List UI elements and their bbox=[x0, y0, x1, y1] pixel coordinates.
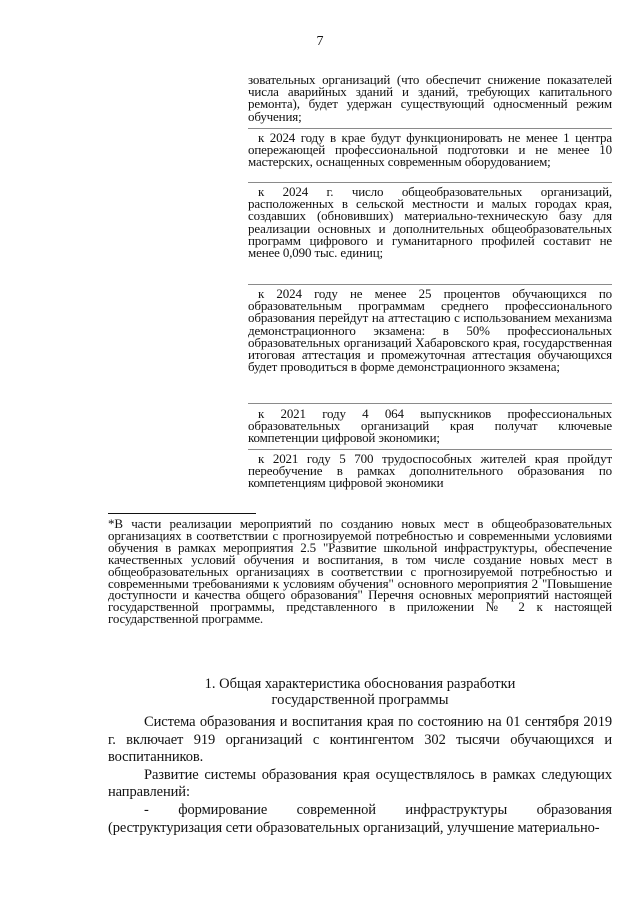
footnote-separator bbox=[108, 513, 256, 514]
section-heading-line-2: государственной программы bbox=[271, 692, 449, 708]
table-cell-5 bbox=[248, 408, 612, 445]
table-cell-6 bbox=[248, 453, 612, 490]
table-row-divider bbox=[248, 128, 612, 129]
table-cell-text: к 2024 году в крае будут функционировать не менее 1 центра опережающей профессиональной подготовки и не менее 10 мастерских, оснащенных современным оборудованием; bbox=[248, 130, 612, 170]
section-heading bbox=[108, 676, 612, 708]
table-row-divider bbox=[248, 182, 612, 183]
paragraph: Развитие системы образования края осуществлялось в рамках следующих направлений: bbox=[108, 766, 612, 801]
table-cell-text: к 2024 году не менее 25 процентов обучающихся по образовательным программам среднего профессионального образования перейдут на аттестацию с использованием механизма демонстрационного экзамена: в 50% профессиональных образовательных организаций Хабаровского края, государственная итоговая аттестация и промежуточная аттестация обучающихся будет проводиться в форме демонстрационного экзамена; bbox=[248, 286, 612, 375]
footnote: *В части реализации мероприятий по созданию новых мест в общеобразовательных организациях в соответствии с прогнозируемой потребностью и современными условиями обучения в рамках мероприятия 2.5 "Развитие школьной инфраструктуры, обеспечение качественных условий обучения и воспитания, в том числе создание новых мест в общеобразовательных организациях в соответствии с прогнозируемой потребностью и современными требованиями к условиям обучения" основного мероприятия 2 "Повышение доступности и качества общего образования" Перечня основных мероприятий настоящей государственной программы, представленного в приложении № 2 к настоящей государственной программе. bbox=[108, 516, 612, 627]
table-row-divider bbox=[248, 449, 612, 450]
section-heading-line-1: 1. Общая характеристика обоснования разработки bbox=[204, 676, 516, 692]
page-number: 7 bbox=[316, 34, 324, 49]
table-cell-text: к 2024 г. число общеобразовательных организаций, расположенных в сельской местности и малых городах края, создавших (обновивших) материально-техническую базу для реализации основных и дополнительных общеобразовательных программ цифрового и гуманитарного профилей составит не менее 0,090 тыс. единиц; bbox=[248, 184, 612, 261]
paragraph: - формирование современной инфраструктуры образования (реструктуризация сети образовательных организаций, улучшение материально- bbox=[108, 801, 612, 836]
table-row-divider bbox=[248, 403, 612, 404]
table-cell-text: зовательных организаций (что обеспечит снижение показателей числа аварийных зданий и зданий, требующих капитального ремонта), будет удержан существующий односменный режим обучения; bbox=[248, 72, 612, 124]
table-cell-4 bbox=[248, 288, 612, 373]
body-text bbox=[108, 714, 612, 837]
table-cell-text: к 2021 году 5 700 трудоспособных жителей края пройдут переобучение в рамках дополнительного образования по компетенциям цифровой экономики bbox=[248, 451, 612, 491]
table-row-divider bbox=[248, 284, 612, 285]
table-cell-text: к 2021 году 4 064 выпускников профессиональных образовательных организаций края получат ключевые компетенции цифровой экономики; bbox=[248, 406, 612, 446]
table-cell-1 bbox=[248, 74, 612, 123]
table-cell-3 bbox=[248, 186, 612, 259]
table-cell-2 bbox=[248, 132, 612, 169]
paragraph: Система образования и воспитания края по состоянию на 01 сентября 2019 г. включает 919 организаций с контингентом 302 тысячи обучающихся и воспитанников. bbox=[108, 714, 612, 766]
